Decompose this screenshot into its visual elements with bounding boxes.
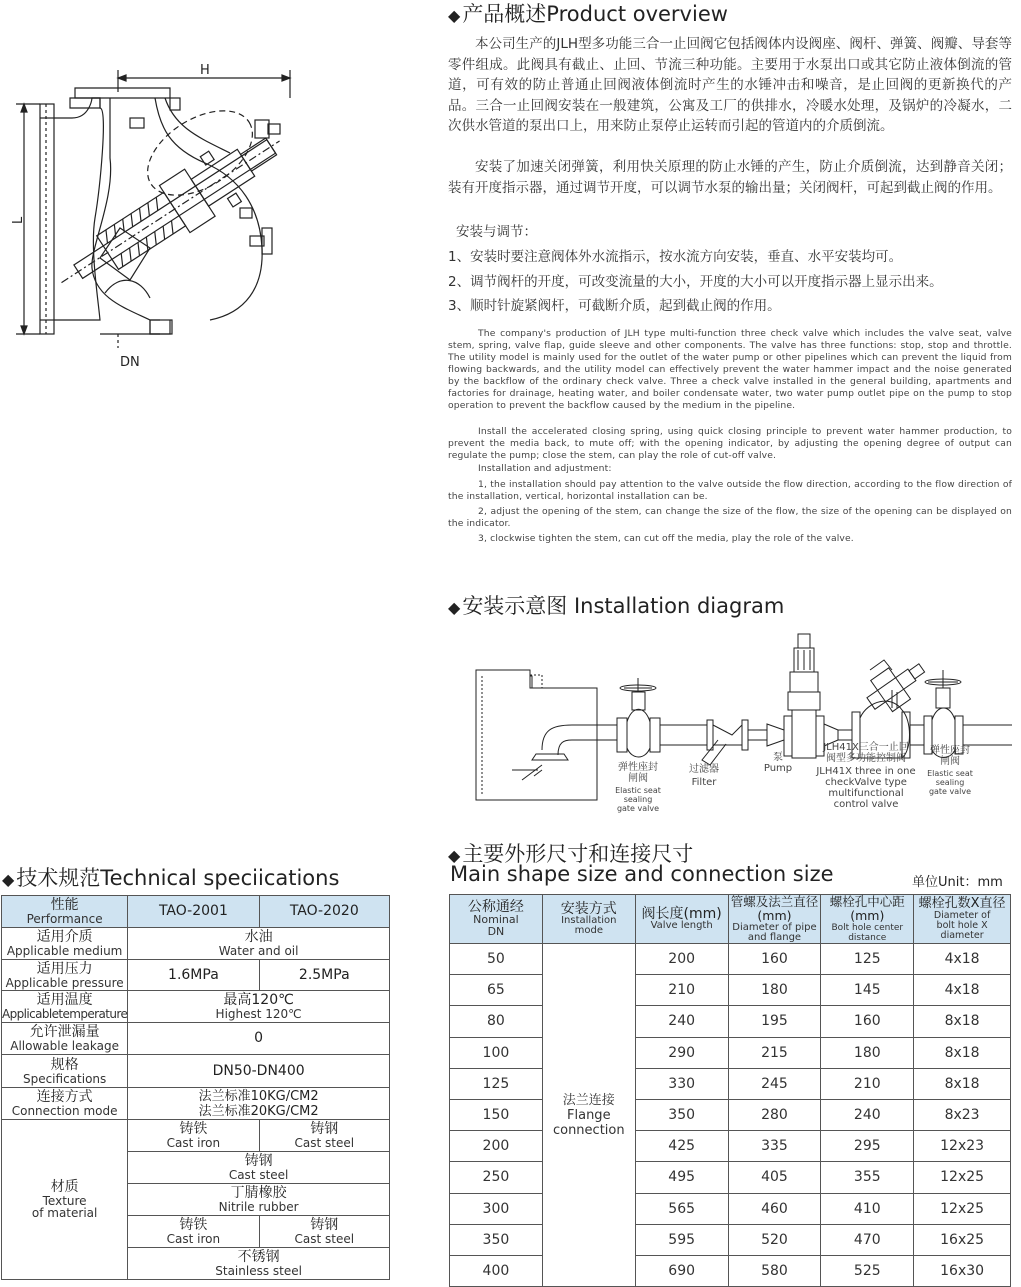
jlh-valve-label-zh: JLH41X三合一止回 阀型多功能控制阀: [823, 742, 909, 764]
flange-cell: 580: [728, 1255, 821, 1286]
bolt-holes-cell: 12x23: [914, 1131, 1011, 1162]
dn-cell: 400: [450, 1255, 543, 1286]
overview-zh-p2: 安装了加速关闭弹簧，利用快关原理的防止水锤的产生，防止介质倒流，达到静音关闭；装有开度指示器，通过调节开度，可以调节水泵的输出量；关闭阀杆，可起到截止阀的作用。: [448, 159, 1012, 196]
flange-cell: 280: [728, 1099, 821, 1130]
install-zh-step-1: 1、安装时要注意阀体外水流指示，按水流方向安装，垂直、水平安装均可。: [448, 249, 903, 265]
flange-cell: 460: [728, 1193, 821, 1224]
install-en-title: Installation and adjustment:: [478, 463, 612, 474]
overview-en-p2: Install the accelerated closing spring, using quick closing principle to prevent water hammer production, to prevent the media back, to mute off; with the opening indicator, by adjusting the opening degree of output can regulate the pump; close the stem, can play the role of cut-off valve.: [448, 426, 1012, 461]
tech-spec-header-row: [2, 896, 390, 928]
dn-cell: 65: [450, 975, 543, 1006]
specification-row: 规格 Specifications DN50-DN400: [2, 1055, 390, 1088]
bolt-center-cell: 125: [821, 944, 914, 975]
bolt-holes-cell: 8x18: [914, 1068, 1011, 1099]
col-bolt-holes: 螺栓孔数X直径 Diameter of bolt hole X diameter: [914, 895, 1011, 944]
filter-label-en: Filter: [691, 777, 717, 788]
col-length: 阀长度(mm) Valve length: [635, 895, 728, 944]
install-en-step-3: 3, clockwise tighten the stem, can cut off the media, play the role of the valve.: [478, 533, 854, 544]
overview-heading: ◆产品概述Product overview: [448, 2, 728, 26]
valve-section-drawing: [0, 58, 300, 378]
header-model-2-cell: TAO-2020: [259, 896, 389, 928]
table-row: [450, 1068, 1011, 1099]
bolt-holes-cell: 12x25: [914, 1162, 1011, 1193]
length-cell: 495: [635, 1162, 728, 1193]
bolt-center-cell: 240: [821, 1099, 914, 1130]
dimension-table: [449, 894, 1011, 1287]
gate-valve-2-label-en: Elastic seat sealing gate valve: [927, 769, 973, 796]
header-performance-cell: 性能 Performance: [2, 896, 128, 928]
diamond-icon: ◆: [448, 598, 461, 617]
material-row-2: 铸钢 Cast steel: [2, 1152, 390, 1184]
dn-cell: 80: [450, 1006, 543, 1037]
bolt-holes-cell: 16x30: [914, 1255, 1011, 1286]
diamond-icon: ◆: [448, 6, 461, 25]
length-cell: 425: [635, 1131, 728, 1162]
dimension-header-row: [450, 895, 1011, 944]
table-row: [450, 1162, 1011, 1193]
length-cell: 690: [635, 1255, 728, 1286]
length-cell: 290: [635, 1037, 728, 1068]
col-mode: 安装方式 Installation mode: [542, 895, 635, 944]
length-cell: 240: [635, 1006, 728, 1037]
gate-valve-2-label-zh: 弹性座封 闸阀: [930, 745, 970, 767]
col-bolt-center: 螺栓孔中心距(mm) Bolt hole center distance: [821, 895, 914, 944]
dn-cell: 300: [450, 1193, 543, 1224]
length-cell: 210: [635, 975, 728, 1006]
length-cell: 565: [635, 1193, 728, 1224]
flange-cell: 335: [728, 1131, 821, 1162]
length-cell: 350: [635, 1099, 728, 1130]
header-model-1-cell: TAO-2001: [128, 896, 259, 928]
medium-row: 适用介质 Applicable medium 水油 Water and oil: [2, 928, 390, 960]
gate-valve-1-label-en: Elastic seat sealing gate valve: [615, 786, 661, 813]
dn-cell: 200: [450, 1131, 543, 1162]
bolt-center-cell: 210: [821, 1068, 914, 1099]
bolt-center-cell: 410: [821, 1193, 914, 1224]
install-diagram-heading: ◆安装示意图 Installation diagram: [448, 594, 785, 618]
bolt-center-cell: 180: [821, 1037, 914, 1068]
overview-zh-p1: 本公司生产的JLH型多功能三合一止回阀它包括阀体内设阀座、阀杆、弹簧、阀瓣、导套等零件组成。此阀具有截止、止回、节流三种功能。主要用于水泵出口或其它防止液体倒流的管道，可有效的防止普通止回阀液体倒流时产生的水锤冲击和噪音，是止回阀的更新换代的产品。三合一止回阀安装在一般建筑，公寓及工厂的供排水，冷暖水处理，及锅炉的冷凝水，二次供水管道的泵出口上，用来防止泵停止运转而引起的管道内的介质倒流。: [448, 36, 1012, 134]
flange-cell: 245: [728, 1068, 821, 1099]
table-row: [450, 1224, 1011, 1255]
dim-l-label: L: [11, 216, 26, 224]
length-cell: 200: [635, 944, 728, 975]
tech-spec-table: [1, 895, 390, 1280]
jlh-valve-label-en: JLH41X three in one checkValve type multifunctional control valve: [816, 766, 916, 810]
bolt-holes-cell: 8x18: [914, 1006, 1011, 1037]
dims-heading-zh: ◆主要外形尺寸和连接尺寸: [448, 842, 694, 866]
unit-label: 单位Unit：mm: [912, 875, 1003, 890]
bolt-holes-cell: 12x25: [914, 1193, 1011, 1224]
material-row-4: 铸铁 Cast iron 铸钢 Cast steel: [2, 1216, 390, 1248]
bolt-holes-cell: 4x18: [914, 944, 1011, 975]
table-row: [450, 944, 1011, 975]
length-cell: 330: [635, 1068, 728, 1099]
dims-heading-en: Main shape size and connection size: [450, 862, 834, 886]
bolt-center-cell: 295: [821, 1131, 914, 1162]
col-flange: 管螺及法兰直径(mm) Diameter of pipe and flange: [728, 895, 821, 944]
flange-cell: 520: [728, 1224, 821, 1255]
length-cell: 595: [635, 1224, 728, 1255]
install-zh-step-3: 3、顺时针旋紧阀杆，可截断介质，起到截止阀的作用。: [448, 298, 781, 314]
gate-valve-1-label-zh: 弹性座封 闸阀: [618, 762, 658, 784]
flange-cell: 405: [728, 1162, 821, 1193]
bolt-center-cell: 160: [821, 1006, 914, 1037]
bolt-holes-cell: 4x18: [914, 975, 1011, 1006]
dim-h-label: H: [200, 63, 210, 78]
install-en-step-2: 2, adjust the opening of the stem, can change the size of the flow, the size of the opening can be displayed on the indicator.: [448, 506, 1012, 529]
dn-cell: 150: [450, 1099, 543, 1130]
tech-spec-heading: ◆技术规范Technical speciications: [2, 866, 340, 890]
mode-mode-en2: connection: [552, 1122, 625, 1138]
bolt-center-cell: 355: [821, 1162, 914, 1193]
material-row-5: 不锈钢 Stainless steel: [2, 1248, 390, 1280]
dn-cell: 350: [450, 1224, 543, 1255]
dn-cell: 100: [450, 1037, 543, 1068]
mode-mode-zh: 法兰连接: [562, 1092, 615, 1108]
flange-cell: 160: [728, 944, 821, 975]
table-row: [450, 1037, 1011, 1068]
filter-label-zh: 过滤器: [689, 764, 719, 775]
pump-label-en: Pump: [763, 763, 793, 774]
table-row: [450, 1006, 1011, 1037]
leakage-row: 允许泄漏量 Allowable leakage 0: [2, 1023, 390, 1055]
col-dn: 公称通经 Nominal DN: [450, 895, 543, 944]
dn-cell: 125: [450, 1068, 543, 1099]
install-en-step-1: 1, the installation should pay attention to the valve outside the flow direction, according to the flow direction of the installation, vertical, horizontal installation can be.: [448, 479, 1012, 502]
table-row: [450, 1255, 1011, 1286]
material-row-3: 丁腈橡胶 Nitrile rubber: [2, 1184, 390, 1216]
mode-cell: [542, 944, 635, 1287]
table-row: [450, 1193, 1011, 1224]
pressure-row: 适用压力 Applicable pressure 1.6MPa 2.5MPa: [2, 960, 390, 991]
install-zh-step-2: 2、调节阀杆的开度，可改变流量的大小，开度的大小可以开度指示器上显示出来。: [448, 274, 943, 290]
bolt-center-cell: 470: [821, 1224, 914, 1255]
temperature-row: 适用温度 Applicabletemperature 最高120℃ Highest 120℃: [2, 991, 390, 1023]
table-row: [450, 975, 1011, 1006]
bolt-holes-cell: 8x23: [914, 1099, 1011, 1130]
bolt-center-cell: 525: [821, 1255, 914, 1286]
table-row: [450, 1131, 1011, 1162]
bolt-center-cell: 145: [821, 975, 914, 1006]
flange-cell: 215: [728, 1037, 821, 1068]
install-zh-title: 安装与调节：: [456, 224, 537, 240]
flange-cell: 195: [728, 1006, 821, 1037]
dim-dn-label: DN: [120, 355, 140, 370]
diamond-icon: ◆: [2, 870, 15, 889]
pump-label-zh: 泵: [773, 752, 783, 763]
bolt-holes-cell: 16x25: [914, 1224, 1011, 1255]
overview-en-p1: The company's production of JLH type multi-function three check valve which includes the valve seat, valve stem, spring, valve flap, guide sleeve and other components. The valve has three functions: stop, stop and throttle. The utility model is mainly used for the outlet of the water pump or other pipelines which can prevent the liquid from flowing backwards, and the utility model can effectively prevent the water hammer impact and the noise generated by the backflow of the ordinary check valve. Three a check valve installed in the general building, apartments and factories for drainage, heating water, and boiler condensate water, two water pump outlet pipe on the pump to stop operation to prevent the backflow caused by the medium in the pipeline.: [448, 328, 1012, 411]
material-label-cell: 材质 Texture of material: [2, 1120, 128, 1280]
flange-cell: 180: [728, 975, 821, 1006]
dn-cell: 50: [450, 944, 543, 975]
material-row-1: 材质 Texture of material 铸铁 Cast iron 铸钢 Cast steel: [2, 1120, 390, 1152]
bolt-holes-cell: 8x18: [914, 1037, 1011, 1068]
dn-cell: 250: [450, 1162, 543, 1193]
mode-mode-en1: Flange: [567, 1107, 611, 1123]
table-row: [450, 1099, 1011, 1130]
connection-row: 连接方式 Connection mode 法兰标准10KG/CM2 法兰标准20KG/CM2: [2, 1088, 390, 1120]
diamond-icon: ◆: [448, 846, 461, 865]
